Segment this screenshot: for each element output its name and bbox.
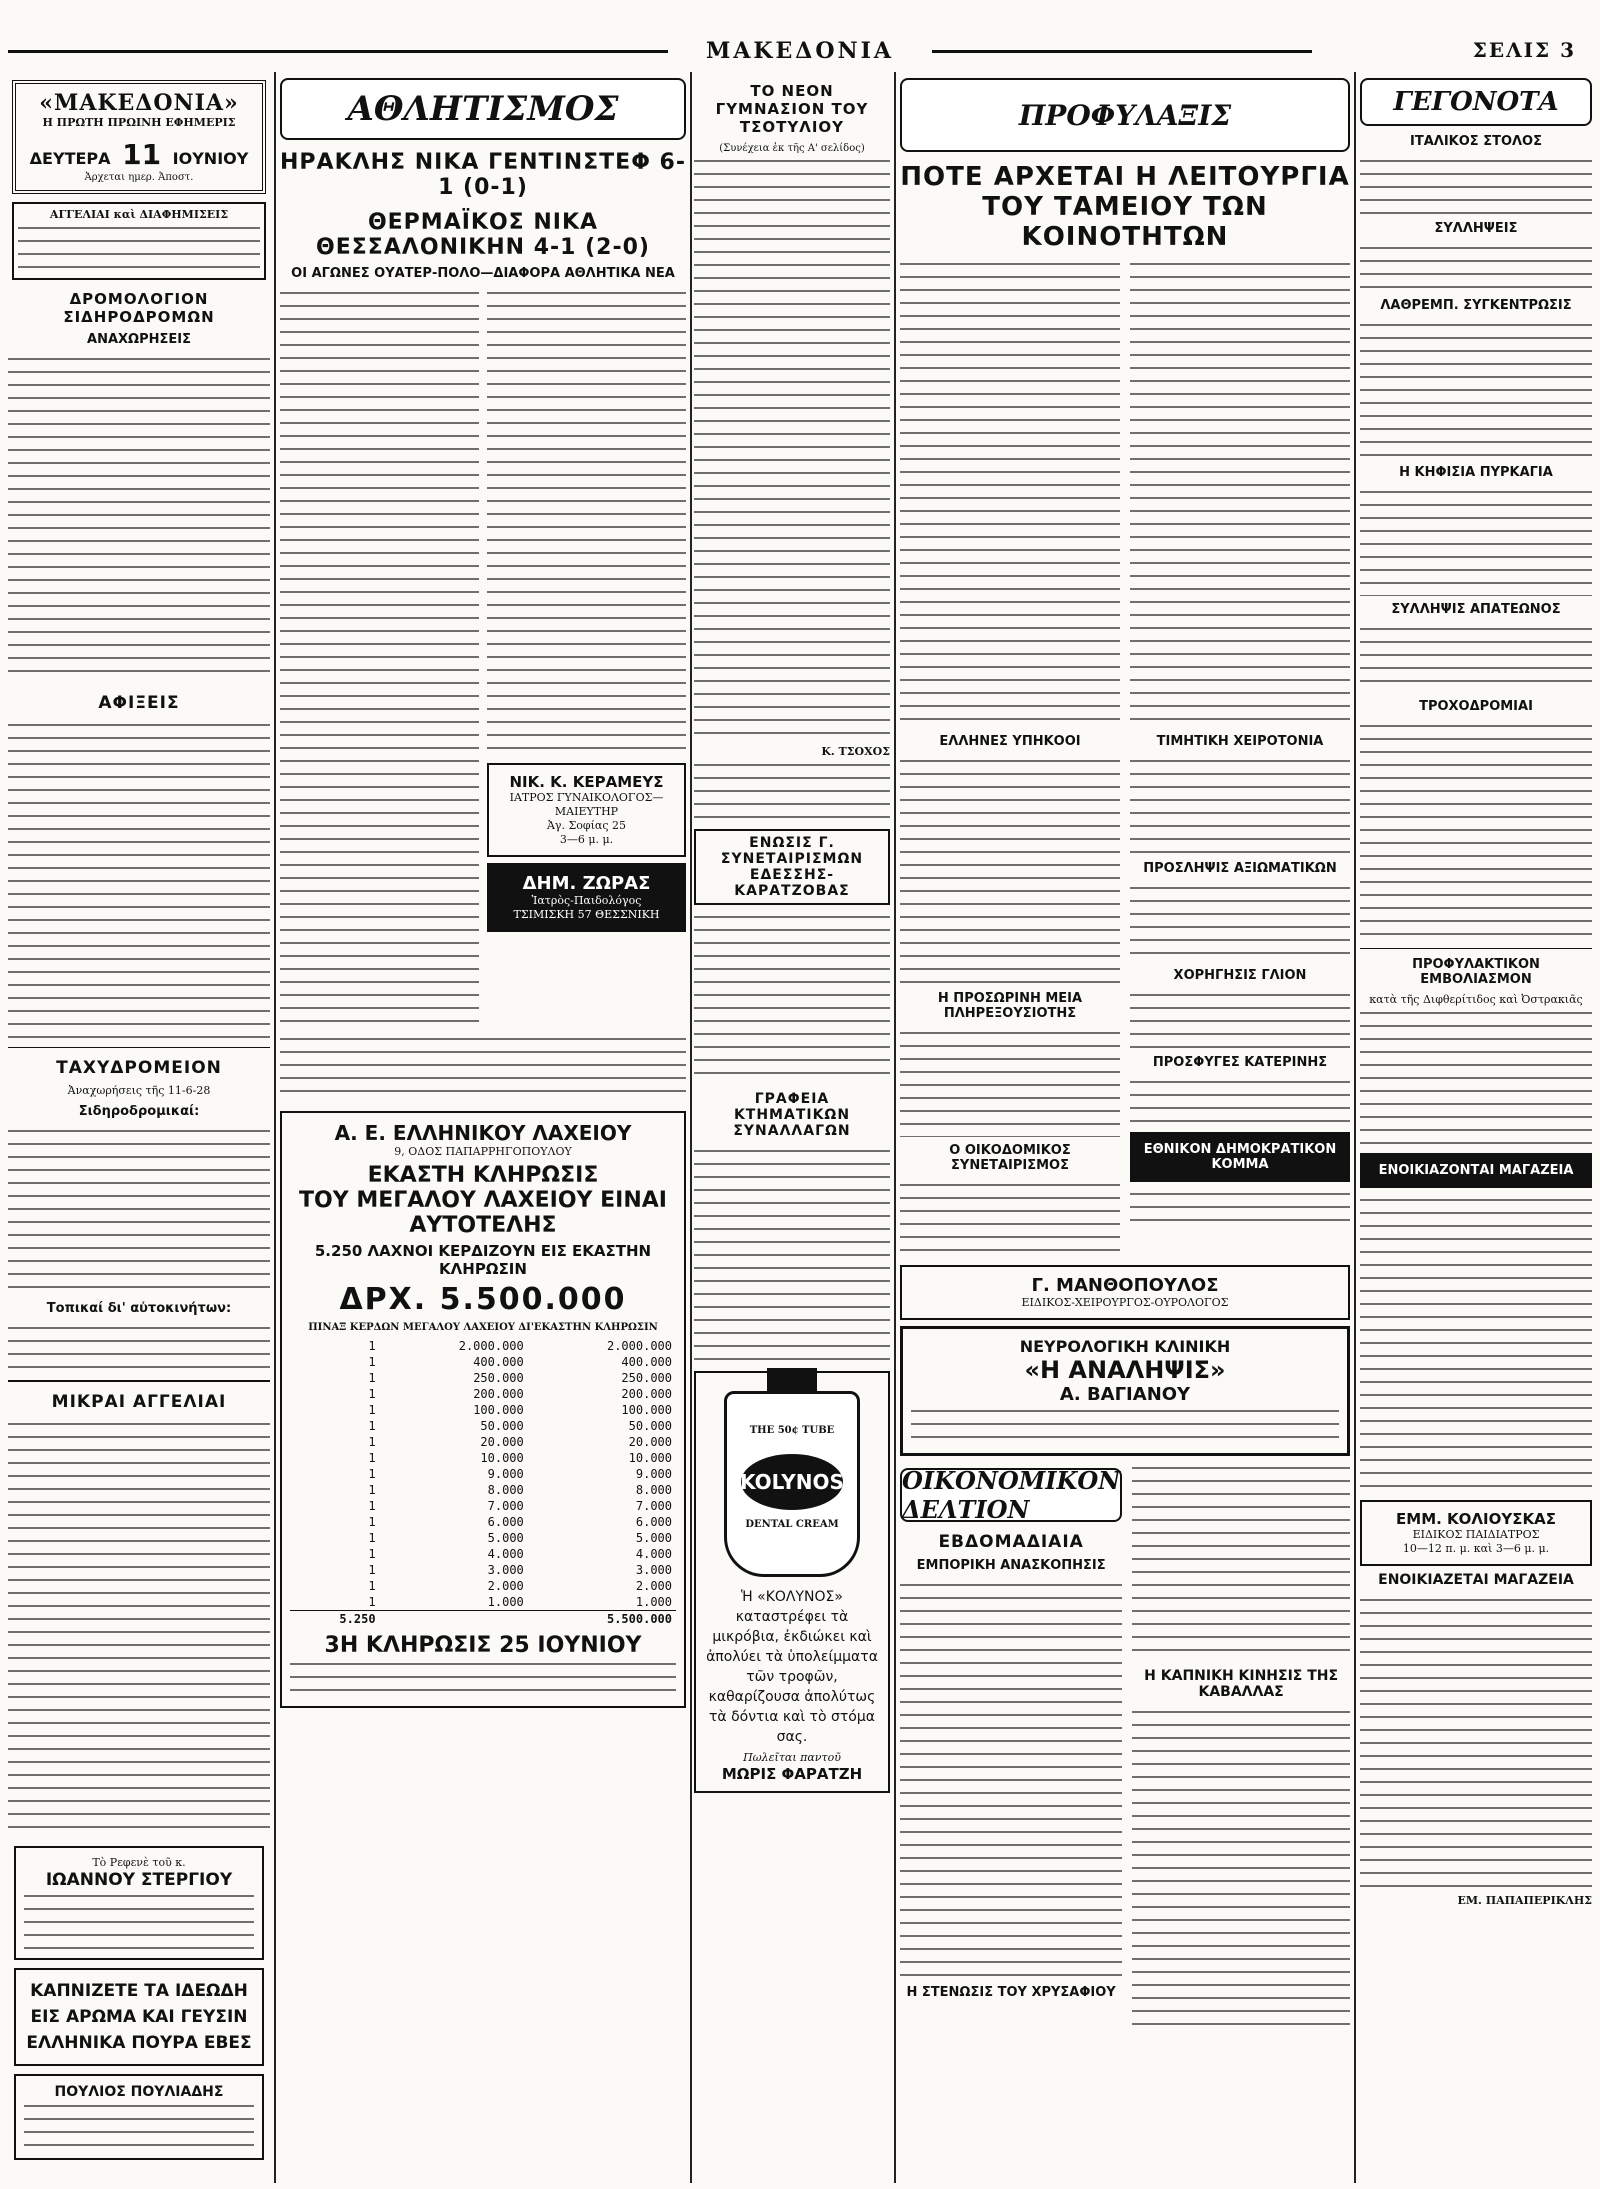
lottery-cell: 250.000 — [473, 1371, 524, 1385]
column-rule — [1354, 72, 1356, 2183]
masthead-date-num: 11 — [122, 138, 162, 171]
lottery-cell: 50.000 — [480, 1419, 524, 1433]
poulios-ad — [14, 2074, 264, 2160]
lottery-row — [290, 1434, 676, 1450]
lottery-cell: 1 — [368, 1563, 376, 1577]
lottery-line-3: 5.250 ΛΑΧΝΟΙ ΚΕΡΔΙΖΟΥΝ ΕΙΣ ΕΚΑΣΤΗΝ ΚΛΗΡΩΣΙΝ — [314, 1242, 652, 1278]
small-ads-heading: ΜΙΚΡΑΙ ΑΓΓΕΛΙΑΙ — [51, 1392, 227, 1412]
lottery-cell: 1 — [368, 1579, 376, 1593]
header-title: ΜΑΚΕΔΟΝΙΑ — [705, 38, 894, 64]
coop-heading: ΕΝΩΣΙΣ Γ. ΣΥΝΕΤΑΙΡΙΣΜΩΝ ΕΔΕΣΣΗΣ-ΚΑΡΑΤΖΟΒΑΣ — [694, 829, 890, 905]
midhead-5: ΧΟΡΗΓΗΣΙΣ ΓΛΙΟΝ — [1173, 968, 1307, 983]
local-mail-list — [8, 1322, 270, 1372]
lottery-cell: 1 — [368, 1515, 376, 1529]
midhead-1-text — [900, 755, 1120, 985]
lottery-cell: 1 — [368, 1419, 376, 1433]
fund-headline: ΠΟΤΕ ΑΡΧΕΤΑΙ Η ΛΕΙΤΟΥΡΓΙΑ ΤΟΥ ΤΑΜΕΙΟΥ ΤΩΝ ΚΟΙΝΟΤΗΤΩΝ — [900, 162, 1350, 252]
coop-article — [694, 911, 890, 1081]
divider — [8, 1380, 270, 1382]
lottery-cell: 5.000 — [635, 1531, 672, 1545]
zoras-name: ΔΗΜ. ΖΩΡΑΣ — [522, 873, 651, 894]
lottery-cell: 6.000 — [487, 1515, 524, 1529]
column-1 — [8, 72, 270, 2189]
lottery-row — [290, 1530, 676, 1546]
lottery-cell: 9.000 — [635, 1467, 672, 1481]
stergiou-ad-name: ΙΩΑΝΝΟΥ ΣΤΕΡΓΙΟΥ — [45, 1870, 233, 1890]
rent-text — [1360, 1194, 1592, 1494]
page-header — [0, 38, 1600, 72]
lottery-total-cell — [380, 1611, 528, 1628]
ebes-cigar-ad: ΚΑΠΝΙΖΕΤΕ ΤΑ ΙΔΕΩΔΗ ΕΙΣ ΑΡΩΜΑ ΚΑΙ ΓΕΥΣΙΝ ΕΛΛΗΝΙΚΑ ΠΟΥΡΑ ΕΒΕΣ — [14, 1968, 264, 2066]
event-4-heading: Η ΚΗΦΙΣΙΑ ΠΥΡΚΑΓΙΑ — [1399, 465, 1553, 480]
lottery-row — [290, 1370, 676, 1386]
lottery-cell: 7.000 — [635, 1499, 672, 1513]
kolynos-brand: KOLYNOS — [741, 1454, 843, 1510]
lottery-line-1: ΕΚΑΣΤΗ ΚΛΗΡΩΣΙΣ — [367, 1163, 599, 1188]
lottery-total-cell: 5.500.000 — [528, 1611, 676, 1628]
clinic-details — [911, 1405, 1339, 1445]
tender-subheading: κατὰ τῆς Διφθερίτιδος καὶ Ὀστρακιᾶς — [1369, 993, 1583, 1006]
page-number: ΣΕΛΙΣ 3 — [1472, 38, 1576, 62]
gold-heading: Η ΣΤΕΝΩΣΙΣ ΤΟΥ ΧΡΥΣΑΦΙΟΥ — [906, 1985, 1116, 2000]
lottery-cell: 1.000 — [635, 1595, 672, 1609]
lottery-cell: 400.000 — [473, 1355, 524, 1369]
land-office-heading: ΓΡΑΦΕΙΑ ΚΤΗΜΑΤΙΚΩΝ ΣΥΝΑΛΛΑΓΩΝ — [733, 1091, 851, 1139]
midhead-2: ΤΙΜΗΤΙΚΗ ΧΕΙΡΟΤΟΝΙΑ — [1156, 734, 1324, 749]
lottery-cell: 5.000 — [487, 1531, 524, 1545]
lottery-cell: 8.000 — [635, 1483, 672, 1497]
lottery-cell: 1 — [368, 1483, 376, 1497]
lottery-cell: 2.000 — [487, 1579, 524, 1593]
lottery-cell: 8.000 — [487, 1483, 524, 1497]
stergiou-ad — [14, 1846, 264, 1960]
lottery-cell: 1 — [368, 1387, 376, 1401]
poulios-ad-name: ΠΟΥΛΙΟΣ ΠΟΥΛΙΑΔΗΣ — [54, 2084, 224, 2100]
lottery-row — [290, 1498, 676, 1514]
zoras-addr: ΤΣΙΜΙΣΚΗ 57 ΘΕΣΣΝΙΚΗ — [513, 908, 660, 921]
ads-notice-box — [12, 202, 266, 280]
event-3-heading: ΛΑΘΡΕΜΠ. ΣΥΓΚΕΝΤΡΩΣΙΣ — [1380, 298, 1572, 313]
events-banner: ΓΕΓΟΝΟΤΑ — [1360, 78, 1592, 126]
kolynos-tube-size: THE 50¢ TUBE — [749, 1425, 835, 1436]
lottery-cell: 200.000 — [621, 1387, 672, 1401]
event-2-heading: ΣΥΛΛΗΨΕΙΣ — [1434, 221, 1518, 236]
keramefs-ad — [487, 763, 686, 857]
profylaxis-banner: ΠΡΟΦΥΛΑΞΙΣ — [900, 78, 1350, 152]
keramefs-name: ΝΙΚ. Κ. ΚΕΡΑΜΕΥΣ — [509, 773, 664, 791]
stergiou-ad-text — [24, 1890, 254, 1950]
lottery-total-cell: 5.250 — [290, 1611, 380, 1628]
stergiou-ad-pre: Τὸ Ρεφενὲ τοῦ κ. — [92, 1856, 186, 1869]
midhead-6-text — [1130, 1076, 1350, 1126]
sports-article-right — [487, 287, 686, 757]
lottery-table-heading: ΠΙΝΑΞ ΚΕΡΔΩΝ ΜΕΓΑΛΟΥ ΛΑΧΕΙΟΥ ΔΙ'ΕΚΑΣΤΗΝ ΚΛΗΡΩΣΙΝ — [308, 1322, 658, 1333]
lottery-row — [290, 1562, 676, 1578]
lottery-row — [290, 1594, 676, 1611]
lottery-cell: 1 — [368, 1531, 376, 1545]
lottery-cell: 2.000.000 — [458, 1339, 524, 1353]
lottery-total-row — [290, 1611, 676, 1628]
midhead-4: Η ΠΡΟΣΩΡΙΝΗ ΜΕΙΑ ΠΛΗΡΕΞΟΥΣΙΟΤΗΣ — [937, 991, 1083, 1021]
fund-article-left — [900, 258, 1120, 728]
lottery-cell: 1 — [368, 1595, 376, 1609]
lottery-row — [290, 1578, 676, 1594]
lottery-cell: 1 — [368, 1371, 376, 1385]
lottery-cell: 100.000 — [621, 1403, 672, 1417]
lottery-cell: 1 — [368, 1355, 376, 1369]
signature: ΕΜ. ΠΑΠΑΠΕΡΙΚΛΗΣ — [1457, 1894, 1592, 1907]
school-heading: ΤΟ ΝΕΟΝ ΓΥΜΝΑΣΙΟΝ ΤΟΥ ΤΣΟΤΥΛΙΟΥ — [715, 82, 869, 136]
lottery-cell: 100.000 — [473, 1403, 524, 1417]
lottery-row — [290, 1402, 676, 1418]
econ-article — [1132, 1462, 1350, 1662]
lottery-cell: 7.000 — [487, 1499, 524, 1513]
lottery-cell: 3.000 — [487, 1563, 524, 1577]
lottery-cell: 4.000 — [635, 1547, 672, 1561]
lottery-row — [290, 1546, 676, 1562]
lottery-cell: 2.000 — [635, 1579, 672, 1593]
column-rule — [690, 72, 692, 2183]
clinic-ad — [900, 1326, 1350, 1456]
kolious-ad — [1360, 1500, 1592, 1566]
small-ads-text — [8, 1418, 270, 1838]
column-6 — [1360, 72, 1592, 2189]
lottery-addr: 9, ΟΔΟΣ ΠΑΠΑΡΡΗΓΟΠΟΥΛΟΥ — [394, 1145, 572, 1158]
lottery-cell: 10.000 — [628, 1451, 672, 1465]
masthead-extra: Ἀρχεται ημερ. Ἀποστ. — [84, 172, 194, 183]
kolious-title: ΕΙΔΙΚΟΣ ΠΑΙΔΙΑΤΡΟΣ — [1412, 1528, 1540, 1541]
lottery-org: Α. Ε. ΕΛΛΗΝΙΚΟΥ ΛΑΧΕΙΟΥ — [334, 1121, 632, 1145]
school-author: Κ. ΤΣΟΧΟΣ — [821, 745, 890, 758]
arrivals-table — [8, 719, 270, 1039]
lottery-cell: 200.000 — [473, 1387, 524, 1401]
weekly-subheading: ΕΜΠΟΡΙΚΗ ΑΝΑΣΚΟΠΗΣΙΣ — [916, 1558, 1106, 1573]
school-continued: (Συνέχεια ἐκ τῆς Α' σελίδος) — [719, 143, 865, 154]
party-banner: ΕΘΝΙΚΟΝ ΔΗΜΟΚΡΑΤΙΚΟΝ ΚΟΜΜΑ — [1130, 1132, 1350, 1182]
lottery-fineprint — [290, 1658, 676, 1698]
masthead-date — [22, 138, 256, 171]
column-rule — [274, 72, 276, 2183]
masthead-day: ΔΕΥΤΕΡΑ — [29, 149, 111, 168]
lottery-cell: 1.000 — [487, 1595, 524, 1609]
kolynos-sold: Πωλεῖται παντοῦ — [743, 1751, 841, 1764]
kolious-name: ΕΜΜ. ΚΟΛΙΟΥΣΚΑΣ — [1396, 1510, 1556, 1528]
lottery-cell: 20.000 — [628, 1435, 672, 1449]
sports-article-bottom — [280, 1033, 686, 1103]
ads-notice-text — [18, 222, 260, 274]
post-heading: ΤΑΧΥΔΡΟΜΕΙΟΝ — [56, 1058, 222, 1078]
masthead-title: «ΜΑΚΕΔΟΝΙΑ» — [39, 90, 239, 116]
masthead-box — [12, 80, 266, 194]
lottery-row — [290, 1418, 676, 1434]
lottery-cell: 4.000 — [487, 1547, 524, 1561]
event-4-text — [1360, 486, 1592, 596]
lottery-row — [290, 1466, 676, 1482]
lottery-draw: 3Η ΚΛΗΡΩΣΙΣ 25 ΙΟΥΝΙΟΥ — [324, 1633, 642, 1658]
lottery-cell: 250.000 — [621, 1371, 672, 1385]
divider — [1360, 948, 1592, 949]
lottery-ad — [280, 1111, 686, 1708]
econ-banner: ΟΙΚΟΝΟΜΙΚΟΝ ΔΕΛΤΙΟΝ — [902, 1466, 1121, 1524]
lottery-cell: 400.000 — [621, 1355, 672, 1369]
land-office-article — [694, 1145, 890, 1365]
poulios-ad-text — [24, 2100, 254, 2150]
midhead-6: ΠΡΟΣΦΥΓΕΣ ΚΑΤΕΡΙΝΗΣ — [1152, 1055, 1328, 1070]
event-2-text — [1360, 242, 1592, 292]
rail-mail-heading: Σιδηροδρομικαί: — [78, 1104, 200, 1119]
divider — [8, 1047, 270, 1048]
midhead-3: ΠΡΟΣΛΗΨΙΣ ΑΞΙΩΜΑΤΙΚΩΝ — [1143, 861, 1337, 876]
event-5-text — [1360, 623, 1592, 693]
keramefs-hours: 3—6 μ. μ. — [559, 833, 614, 846]
local-mail-heading: Τοπικαί δι' αὐτοκινήτων: — [46, 1301, 232, 1316]
event-7-heading: ΕΝΟΙΚΙΑΖΕΤΑΙ ΜΑΓΑΖΕΙΑ — [1378, 1572, 1574, 1588]
masthead-month: ΙΟΥΝΙΟΥ — [172, 149, 249, 168]
zoras-title: Ἰατρὸς-Παιδολόγος — [531, 894, 642, 907]
lottery-row — [290, 1514, 676, 1530]
school-article — [694, 155, 890, 745]
lottery-cell: 1 — [368, 1451, 376, 1465]
arrivals-heading: ΑΦΙΞΕΙΣ — [98, 693, 180, 713]
midhead-1: ΕΛΛΗΝΕΣ ΥΠΗΚΟΟΙ — [939, 734, 1081, 749]
lottery-cell: 1 — [368, 1403, 376, 1417]
midhead-4-text — [900, 1027, 1120, 1137]
clinic-name: «Η ΑΝΑΛΗΨΙΣ» — [1024, 1356, 1226, 1384]
event-5-heading: ΣΥΛΛΗΨΙΣ ΑΠΑΤΕΩΝΟΣ — [1391, 602, 1561, 617]
rail-heading: ΔΡΟΜΟΛΟΓΙΟΝ ΣΙΔΗΡΟΔΡΟΜΩΝ — [63, 290, 215, 326]
masthead-subtitle: Η ΠΡΩΤΗ ΠΡΩΙΝΗ ΕΦΗΜΕΡΙΣ — [42, 116, 236, 129]
clinic-type: ΝΕΥΡΟΛΟΓΙΚΗ ΚΛΙΝΙΚΗ — [1019, 1337, 1231, 1356]
midhead-2-text — [1130, 755, 1350, 855]
event-1-heading: ΙΤΑΛΙΚΟΣ ΣΤΟΛΟΣ — [1410, 134, 1542, 149]
weekly-heading: ΕΒΔΟΜΑΔΙΑΙΑ — [938, 1532, 1084, 1552]
party-text — [1130, 1188, 1350, 1228]
departures-heading: ΑΝΑΧΩΡΗΣΕΙΣ — [87, 332, 191, 347]
midhead-5-text — [1130, 989, 1350, 1049]
keramefs-title: ΙΑΤΡΟΣ ΓΥΝΑΙΚΟΛΟΓΟΣ—ΜΑΙΕΥΤΗΡ — [509, 791, 664, 818]
post-date: Ἀναχωρήσεις τῆς 11-6-28 — [67, 1084, 211, 1097]
ads-notice-title: ΑΓΓΕΛΙΑΙ καὶ ΔΙΑΦΗΜΙΣΕΙΣ — [49, 208, 229, 221]
tobacco-heading: Η ΚΑΠΝΙΚΗ ΚΙΝΗΣΙΣ ΤΗΣ ΚΑΒΑΛΛΑΣ — [1144, 1668, 1339, 1700]
column-5 — [900, 72, 1350, 2189]
lottery-cell: 1 — [368, 1547, 376, 1561]
event-3-text — [1360, 319, 1592, 459]
lottery-row — [290, 1482, 676, 1498]
lottery-cell: 3.000 — [635, 1563, 672, 1577]
kolynos-tube-image — [724, 1391, 860, 1577]
keramefs-addr: Ἀγ. Σοφίας 25 — [546, 819, 626, 832]
lottery-row — [290, 1338, 676, 1354]
midhead-3-text — [1130, 882, 1350, 962]
lottery-cell: 10.000 — [480, 1451, 524, 1465]
header-rule-right — [932, 50, 1312, 53]
lottery-cell: 20.000 — [480, 1435, 524, 1449]
tender-heading: ΠΡΟΦΥΛΑΚΤΙΚΟΝ ΕΜΒΟΛΙΑΣΜΟΝ — [1412, 957, 1540, 987]
lottery-cell: 1 — [368, 1467, 376, 1481]
lottery-cell: 1 — [368, 1339, 376, 1353]
kolynos-ad — [694, 1371, 890, 1793]
departures-table — [8, 353, 270, 683]
lottery-cell: 1 — [368, 1435, 376, 1449]
rent-banner: ΕΝΟΙΚΙΑΖΟΝΤΑΙ ΜΑΓΑΖΕΙΑ — [1360, 1153, 1592, 1188]
lottery-cell: 9.000 — [487, 1467, 524, 1481]
lottery-cell: 2.000.000 — [606, 1339, 672, 1353]
lottery-row — [290, 1354, 676, 1370]
weekly-article — [900, 1579, 1122, 1979]
lottery-cell: 50.000 — [628, 1419, 672, 1433]
midhead-7: Ο ΟΙΚΟΔΟΜΙΚΟΣ ΣΥΝΕΤΑΙΡΙΣΜΟΣ — [949, 1143, 1071, 1173]
manthopoulos-name: Γ. ΜΑΝΘΟΠΟΥΛΟΣ — [1031, 1275, 1219, 1296]
lottery-row — [290, 1386, 676, 1402]
event-6-text — [1360, 720, 1592, 940]
zoras-ad — [487, 863, 686, 932]
column-4 — [694, 72, 890, 2189]
sports-headline-2: ΘΕΡΜΑΪΚΟΣ ΝΙΚΑ ΘΕΣΣΑΛΟΝΙΚΗΝ 4-1 (2-0) — [316, 210, 650, 260]
event-7-text — [1360, 1594, 1592, 1894]
sports-headline-3: ΟΙ ΑΓΩΝΕΣ ΟΥΑΤΕΡ-ΠΟΛΟ—ΔΙΑΦΟΡΑ ΑΘΛΗΤΙΚΑ ΝΕΑ — [291, 266, 675, 281]
column-rule — [894, 72, 896, 2183]
lottery-cell: 6.000 — [635, 1515, 672, 1529]
event-1-text — [1360, 155, 1592, 215]
kolynos-agent: ΜΩΡΙΣ ΦΑΡΑΤΖΗ — [721, 1765, 863, 1783]
clinic-doctor: Α. ΒΑΓΙΑΝΟΥ — [1059, 1384, 1191, 1405]
lottery-cell: 1 — [368, 1499, 376, 1513]
header-rule-left — [8, 50, 668, 53]
manthopoulos-ad — [900, 1265, 1350, 1320]
event-6-heading: ΤΡΟΧΟΔΡΟΜΙΑΙ — [1419, 699, 1533, 714]
rail-mail-list — [8, 1125, 270, 1295]
lottery-table — [290, 1338, 676, 1627]
sports-banner: ΑΘΛΗΤΙΣΜΟΣ — [280, 78, 686, 140]
sports-column — [280, 72, 686, 2189]
lottery-line-2: ΤΟΥ ΜΕΓΑΛΟΥ ΛΑΧΕΙΟΥ ΕΙΝΑΙ ΑΥΤΟΤΕΛΗΣ — [299, 1188, 667, 1238]
lottery-row — [290, 1450, 676, 1466]
sports-headline-1: ΗΡΑΚΛΗΣ ΝΙΚΑ ΓΕΝΤΙΝΣΤΕΦ 6-1 (0-1) — [280, 150, 686, 200]
news-brief — [694, 759, 890, 819]
kolynos-sub: DENTAL CREAM — [745, 1519, 839, 1530]
tender-text — [1360, 1007, 1592, 1147]
sports-article-left — [280, 287, 479, 1027]
kolynos-text: Ἡ «ΚΟΛΥΝΟΣ» καταστρέφει τὰ μικρόβια, ἐκδιώκει καὶ ἀπολύει τὰ ὑπολείμματα τῶν τροφῶν, καθαρίζουσα ἀπολύτως τὰ δόντια καὶ τὸ στόμα σας. — [706, 1589, 878, 1745]
kolious-hours: 10—12 π. μ. καὶ 3—6 μ. μ. — [1402, 1542, 1550, 1555]
fund-article-right — [1130, 258, 1350, 728]
tobacco-article — [1132, 1706, 1350, 2026]
manthopoulos-title: ΕΙΔΙΚΟΣ-ΧΕΙΡΟΥΡΓΟΣ-ΟΥΡΟΛΟΓΟΣ — [1021, 1296, 1229, 1309]
midhead-7-text — [900, 1179, 1120, 1259]
lottery-amount: ΔΡΧ. 5.500.000 — [339, 1282, 627, 1317]
